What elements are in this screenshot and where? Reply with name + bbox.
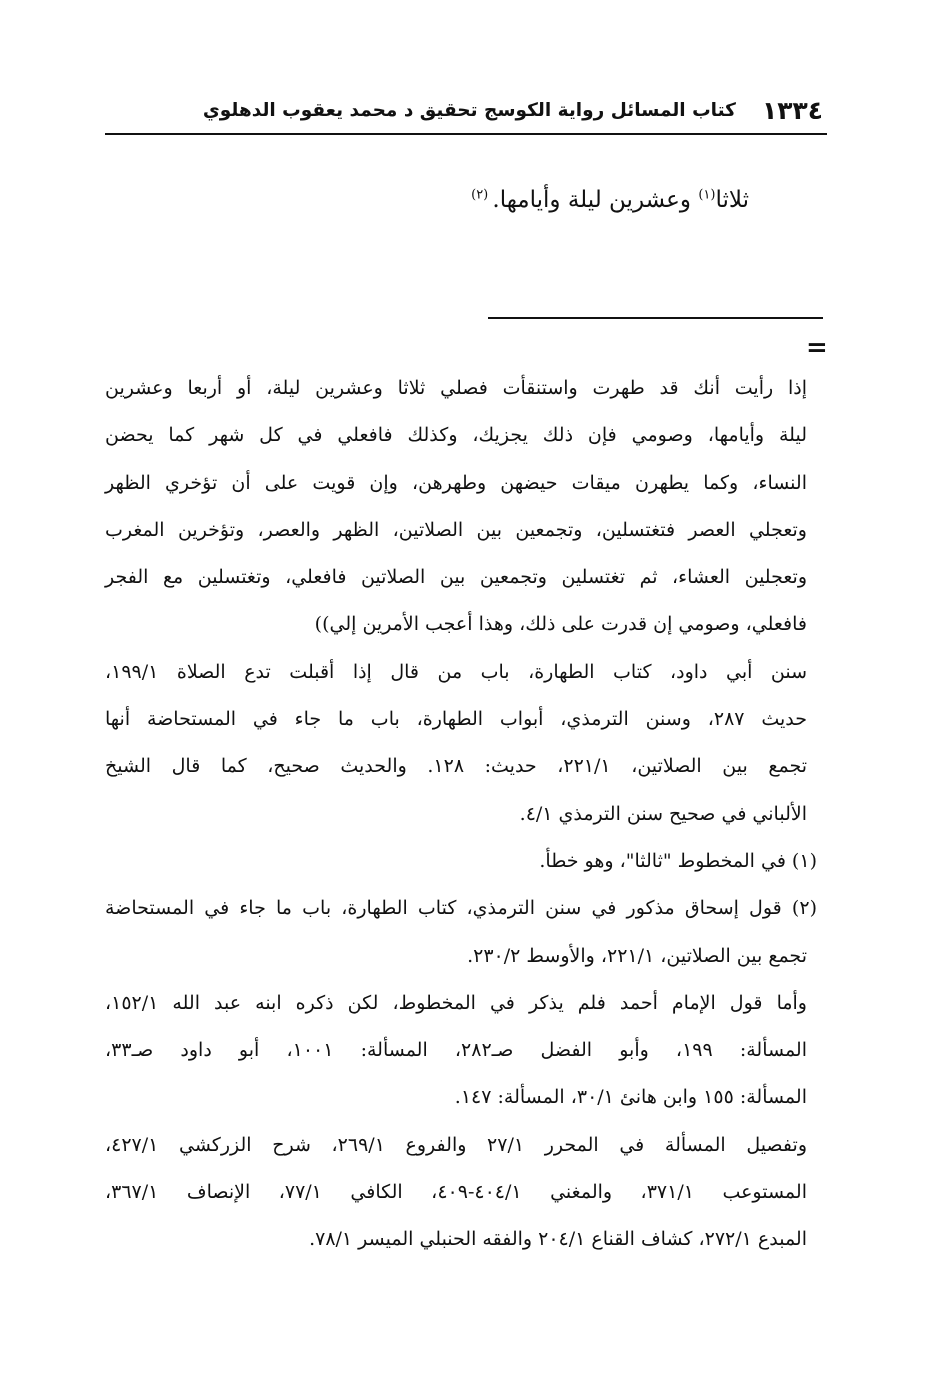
- footnote-line: الألباني في صحيح سنن الترمذي ٤/١.: [519, 802, 807, 825]
- footnote-line: إذا رأيت أنك قد طهرت واستنقأت فصلي ثلاثا وعشرين ليلة، أو أربعا وعشرين: [105, 377, 807, 399]
- running-header: [105, 92, 823, 128]
- footnotes: [105, 365, 817, 1264]
- footnote-line: النساء، وكما يطهرن ميقات حيضهن وطهرهن، وإن قويت على أن تؤخري الظهر: [105, 471, 807, 494]
- book-title: كتاب المسائل رواية الكوسج تحقيق د محمد يعقوب الدهلوي: [202, 99, 736, 121]
- footnote-1: (١) في المخطوط "ثالثا"، وهو خطأ.: [539, 849, 817, 872]
- footnote-line: سنن أبي داود، كتاب الطهارة، باب من قال إذا أقبلت تدع الصلاة ١٩٩/١،: [105, 660, 807, 683]
- footnote-ref-1[interactable]: (١): [698, 187, 716, 203]
- footnote-line: وتفصيل المسألة في المحرر ٢٧/١ والفروع ٢٦٩/١، شرح الزركشي ٤٢٧/١،: [105, 1133, 807, 1156]
- footnote-2: (٢) قول إسحاق مذكور في سنن الترمذي، كتاب الطهارة، باب ما جاء في المستحاضة: [105, 897, 817, 920]
- footnote-line: تجمع بين الصلاتين، ٢٢١/١، والأوسط ٢٣٠/٢.: [467, 944, 807, 967]
- footnote-line: المسألة: ١٩٩، وأبو الفضل صـ٢٨٢، المسألة: ١٠٠١، أبو داود صـ٣٣،: [105, 1039, 808, 1062]
- footnote-line: وتعجلين العشاء، ثم تغتسلين وتجمعين بين الصلاتين فافعلي، وتغتسلين مع الفجر: [105, 566, 807, 589]
- main-text: [149, 180, 749, 220]
- footnote-line: ليلة وأيامها، وصومي فإن ذلك يجزيك، وكذلك فافعلي في كل شهر كما يحضن: [105, 424, 807, 447]
- footnote-line: تجمع بين الصلاتين، ٢٢١/١، حديث: ١٢٨. والحديث صحيح، كما قال الشيخ: [105, 755, 807, 778]
- page-number: ١٣٣٤: [761, 95, 823, 125]
- header-rule: [105, 133, 827, 135]
- footnote-line: المستوعب ٣٧١/١، والمغني ٤٠٤/١-٤٠٩، الكافي ٧٧/١، الإنصاف ٣٦٧/١،: [105, 1181, 807, 1204]
- main-text-end: وعشرين ليلة وأيامها.: [492, 187, 699, 213]
- footnote-line: المسألة: ١٥٥ وابن هانئ ٣٠/١، المسألة: ١٤٧.: [454, 1086, 807, 1109]
- footnote-line: فافعلي، وصومي إن قدرت على ذلك، وهذا أعجب الأمرين إلي)): [314, 613, 807, 636]
- footnote-line: المبدع ٢٧٢/١، كشاف القناع ٢٠٤/١ والفقه الحنبلي الميسر ٧٨/١.: [309, 1228, 807, 1251]
- footnote-ref-2[interactable]: (٢): [471, 187, 493, 203]
- continuation-mark: =: [806, 333, 828, 363]
- footnote-line: حديث ٢٨٧، وسنن الترمذي، أبواب الطهارة، باب ما جاء في المستحاضة أنها: [105, 708, 808, 731]
- footnote-separator: [488, 317, 823, 319]
- footnote-line: وأما قول الإمام أحمد فلم يذكر في المخطوط، لكن ذكره ابنه عبد الله ١٥٢/١،: [105, 991, 807, 1014]
- main-text-start: ثلاثا: [715, 187, 749, 213]
- footnote-line: وتعجلي العصر فتغتسلين، وتجمعين بين الصلاتين، الظهر والعصر، وتؤخرين المغرب: [105, 518, 807, 541]
